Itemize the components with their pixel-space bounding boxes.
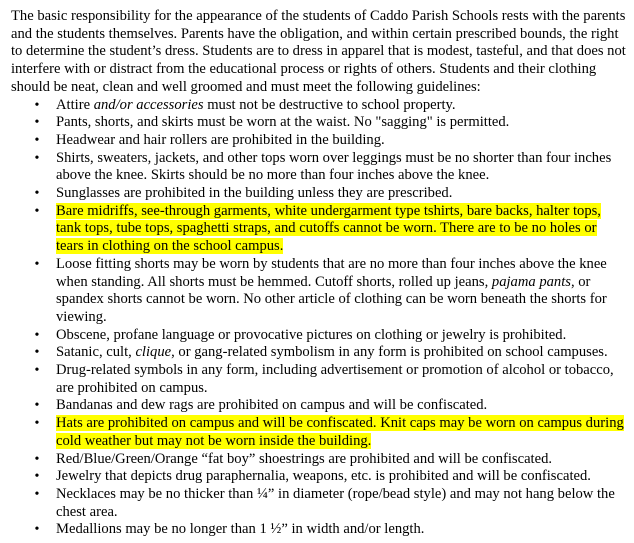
- bullet-icon: •: [34, 469, 40, 485]
- guideline-text: [56, 150, 611, 184]
- bullet-icon: •: [34, 522, 40, 538]
- guideline-text: [56, 362, 614, 396]
- guideline-text-part: must not be destructive to school property.: [203, 96, 456, 113]
- guideline-text-part: Shirts, sweaters, jackets, and other tops worn over leggings must be no shorter than four inches above the knee. Skirts should be no more than four inches above the knee.: [56, 149, 612, 184]
- bullet-icon: •: [34, 416, 40, 432]
- guideline-text: [56, 451, 552, 467]
- guideline-emphasis: pajama pants: [491, 273, 571, 290]
- bullet-icon: •: [34, 451, 40, 467]
- guideline-text-part: Obscene, profane language or provocative pictures on clothing or jewelry is prohibited.: [56, 326, 567, 343]
- guideline-text: [56, 97, 456, 113]
- list-item: [11, 415, 626, 450]
- guideline-text: [56, 397, 487, 413]
- list-item: [11, 256, 626, 327]
- guideline-text-part: Loose fitting shorts may be worn by students that are no more than four inches above the knee when standing. All shorts must be hemmed. Cutoff shorts, rolled up jeans,: [56, 255, 607, 290]
- list-item: [11, 486, 626, 521]
- list-item: [11, 521, 626, 539]
- guideline-text-part: Satanic, cult,: [56, 344, 136, 361]
- guideline-text-part: Attire: [56, 96, 94, 113]
- bullet-icon: •: [34, 363, 40, 379]
- list-item: [11, 327, 626, 345]
- list-item: [11, 150, 626, 185]
- list-item: [11, 362, 626, 397]
- bullet-icon: •: [34, 327, 40, 343]
- bullet-icon: •: [34, 486, 40, 502]
- guideline-text: [56, 132, 385, 148]
- bullet-icon: •: [34, 150, 40, 166]
- guideline-text: [56, 114, 509, 130]
- guideline-text-part: , or gang-related symbolism in any form is prohibited on school campuses.: [171, 344, 608, 361]
- guideline-text: [56, 521, 424, 537]
- guideline-text-part: Headwear and hair rollers are prohibited in the building.: [56, 131, 385, 148]
- list-item: [11, 397, 626, 415]
- highlighted-guideline-text: [56, 415, 624, 449]
- guideline-text-part: , or spandex shorts cannot be worn. No other article of clothing can be worn beneath the shorts for viewing.: [56, 273, 607, 325]
- guideline-text-part: Drug-related symbols in any form, including advertisement or promotion of alcohol or tobacco, are prohibited on campus.: [56, 362, 614, 396]
- guideline-emphasis: clique: [135, 344, 172, 361]
- guideline-text-part: Jewelry that depicts drug paraphernalia, weapons, etc. is prohibited and will be confiscated.: [56, 468, 591, 485]
- list-item: [11, 468, 626, 486]
- guideline-text-part: Medallions may be no longer than 1 ½” in width and/or length.: [56, 521, 425, 538]
- guideline-text-part: Hats are prohibited on campus and will be confiscated. Knit caps may be worn on campus during cold weather but may not be worn inside the building.: [56, 415, 624, 449]
- guideline-text: [56, 486, 615, 520]
- guideline-text-part: Bandanas and dew rags are prohibited on campus and will be confiscated.: [56, 397, 488, 414]
- bullet-icon: •: [34, 203, 40, 219]
- guidelines-list: [11, 97, 626, 540]
- bullet-icon: •: [34, 398, 40, 414]
- list-item: [11, 451, 626, 469]
- list-item: [11, 114, 626, 132]
- guideline-text: [56, 327, 566, 343]
- guideline-text-part: Sunglasses are prohibited in the building unless they are prescribed.: [56, 185, 453, 202]
- bullet-icon: •: [34, 115, 40, 131]
- list-item: [11, 97, 626, 115]
- guideline-text: [56, 256, 607, 325]
- list-item: [11, 344, 626, 362]
- list-item: [11, 185, 626, 203]
- guideline-text-part: Pants, shorts, and skirts must be worn at the waist. No "sagging" is permitted.: [56, 114, 510, 131]
- guideline-text: [56, 468, 591, 484]
- guideline-text-part: Red/Blue/Green/Orange “fat boy” shoestrings are prohibited and will be confiscated.: [56, 450, 553, 467]
- guideline-emphasis: and/or accessories: [93, 96, 204, 113]
- bullet-icon: •: [34, 256, 40, 272]
- guideline-text: [56, 344, 608, 360]
- guideline-text-part: Necklaces may be no thicker than ¼” in diameter (rope/bead style) and may not hang below the chest area.: [56, 485, 615, 520]
- guideline-text: [56, 185, 452, 201]
- intro-paragraph: The basic responsibility for the appearance of the students of Caddo Parish Schools rests with the parents and the students themselves. Parents have the obligation, and within certain prescribed bounds, the right to determine the student’s dress. Students are to dress in apparel that is modest, tasteful, and that does not interfere with or distract from the educational process or rights of others. Students and their clothing should be neat, clean and well groomed and must meet the following guidelines:: [11, 8, 626, 95]
- bullet-icon: •: [34, 186, 40, 202]
- bullet-icon: •: [34, 97, 40, 113]
- highlighted-guideline-text: [56, 203, 601, 254]
- list-item: [11, 203, 626, 256]
- guideline-text-part: Bare midriffs, see-through garments, white undergarment type tshirts, bare backs, halter tops, tank tops, tube tops, spaghetti straps, and cutoffs cannot be worn. There are to be no holes or tears in clothing on the school campus.: [56, 202, 601, 255]
- bullet-icon: •: [34, 345, 40, 361]
- bullet-icon: •: [34, 132, 40, 148]
- list-item: [11, 132, 626, 150]
